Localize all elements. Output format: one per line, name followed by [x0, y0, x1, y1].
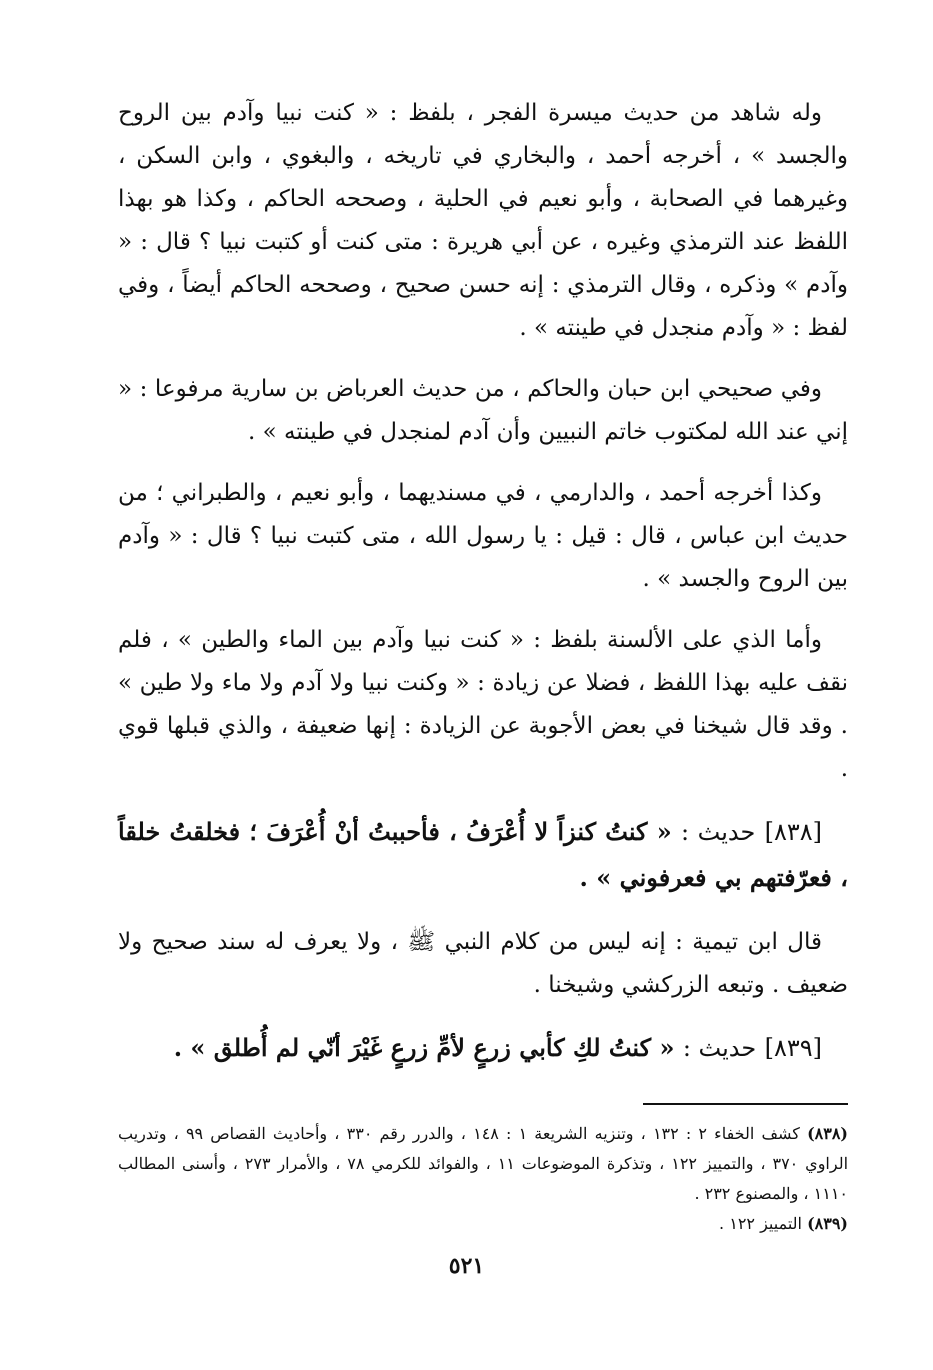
hadith-839-text: « كنتُ لكِ كأبي زرعٍ لأمِّ زرعٍ غَيْرَ أنّي لم أُطلق » .: [173, 1033, 675, 1062]
hadith-839-word: حديث :: [682, 1034, 757, 1062]
hadith-839-number: [٨٣٩]: [764, 1034, 822, 1062]
footnote-838-text: كشف الخفاء ٢ : ١٣٢ ، وتنزيه الشريعة ١ : ١٤٨ ، والدرر رقم ٣٣٠ ، وأحاديث القصاص ٩٩ ، وتدريب الراوي ٣٧٠ ، والتمييز ١٢٢ ، وتذكرة الموضوعات ١١ ، والفوائد للكرمي ٧٨ ، والأمرار ٢٧٣ ، وأسنى المطالب ١١١٠ ، والمصنوع ٢٣٢ .: [118, 1124, 849, 1203]
footnote-839: [118, 1209, 848, 1239]
footnote-839-text: التمييز ١٢٢ .: [719, 1214, 802, 1233]
footnote-838: [118, 1119, 848, 1209]
hadith-838-word: حديث :: [681, 818, 756, 846]
footnote-separator: [643, 1103, 848, 1105]
paragraph-maysara-hadith: وله شاهد من حديث ميسرة الفجر ، بلفظ : « كنت نبيا وآدم بين الروح والجسد » ، أخرجه أحمد ، والبخاري في تاريخه ، والبغوي ، وابن السكن ، وغيرهما في الصحابة ، وأبو نعيم في الحلية ، وصححه الحاكم ، وكذا هو بهذا اللفظ عند الترمذي وغيره ، عن أبي هريرة : متى كنت أو كتبت نبيا ؟ قال : « وآدم » وذكره ، وقال الترمذي : إنه حسن صحيح ، وصححه الحاكم أيضاً ، وفي لفظ : « وآدم منجدل في طينته » .: [118, 100, 848, 341]
paragraph-ibn-abbas-hadith: وكذا أخرجه أحمد ، والدارمي ، في مسنديهما ، وأبو نعيم ، والطبراني ؛ من حديث ابن عباس ، قال : قيل : يا رسول الله ، متى كتبت نبيا ؟ قال : « وآدم بين الروح والجسد » .: [118, 480, 848, 592]
footnotes: [118, 1119, 848, 1239]
page-body: [118, 92, 848, 1239]
footnote-839-number: (٨٣٩): [807, 1214, 848, 1233]
commentary-838: قال ابن تيمية : إنه ليس من كلام النبي ﷺ ، ولا يعرف له سند صحيح ولا ضعيف . وتبعه الزركشي وشيخنا .: [118, 929, 848, 998]
hadith-839: [118, 1025, 848, 1071]
page-number: ٥٢١: [448, 1253, 485, 1279]
hadith-838-number: [٨٣٨]: [764, 818, 822, 846]
hadith-838: [118, 809, 848, 901]
footnote-838-number: (٨٣٨): [807, 1124, 848, 1143]
paragraph-irbad-hadith: وفي صحيحي ابن حبان والحاكم ، من حديث العرباض بن سارية مرفوعا : « إني عند الله لمكتوب خاتم النبيين وأن آدم لمنجدل في طينته » .: [118, 376, 848, 445]
hadith-838-text: « كنتُ كنزاً لا أُعْرَفُ ، فأحببتُ أنْ أُعْرَفَ ؛ فخلقتُ خلقاً ، فعرّفتهم بي فعرفوني » .: [118, 817, 848, 892]
paragraph-popular-wording: وأما الذي على الألسنة بلفظ : « كنت نبيا وآدم بين الماء والطين » ، فلم نقف عليه بهذا اللفظ ، فضلا عن زيادة : « وكنت نبيا ولا آدم ولا ماء ولا طين » . وقد قال شيخنا في بعض الأجوبة عن الزيادة : إنها ضعيفة ، والذي قبلها قوي .: [118, 627, 848, 782]
